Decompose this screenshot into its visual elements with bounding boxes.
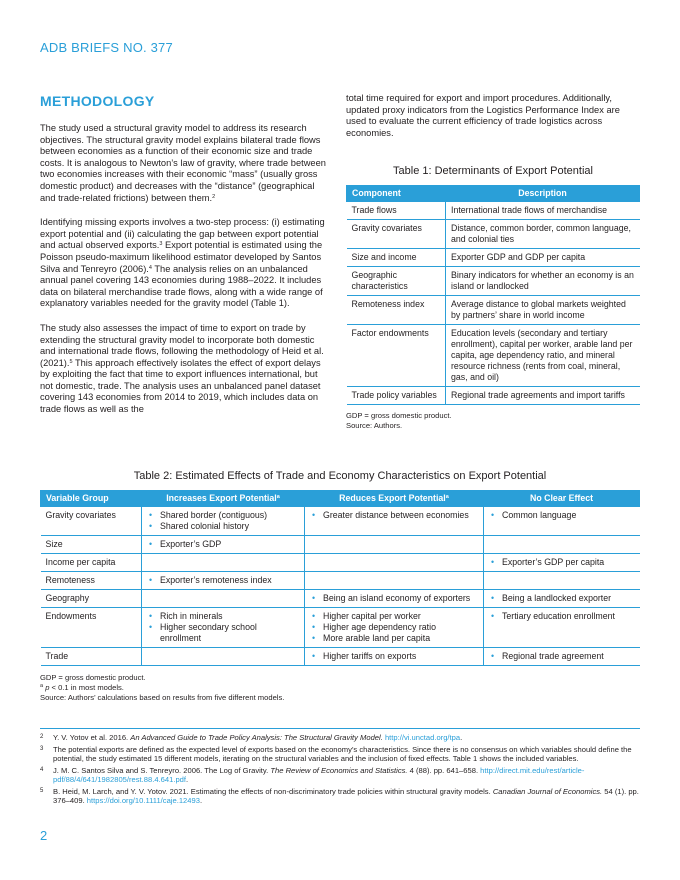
list-item: • Higher age dependency ratio (323, 622, 478, 633)
table2-cell-group: Geography (41, 590, 142, 608)
table2-col-noeffect: No Clear Effect (484, 491, 640, 507)
table2-cell-group: Trade (41, 648, 142, 666)
footnote-text: . (460, 733, 463, 742)
footnote (40, 745, 640, 764)
footnote-divider (40, 728, 640, 729)
table1-cell-description: Exporter GDP and GDP per capita (446, 249, 640, 267)
paragraph-2 (40, 217, 332, 310)
p2-text-c: The analysis relies on an unbalanced annual panel covering 143 economies during 1988–2022. It includes data on bilateral merchandise trade flows, along with a wide range of explanatory variables needed for the gravity model (Table 1). (40, 263, 323, 309)
table2-body (41, 507, 640, 666)
table2-col-reduces (305, 491, 484, 507)
p1-text: The study used a structural gravity model to address its research objectives. The structural gravity model explains bilateral trade flows between economies as a function of their economic size and trade costs. It is analogous to Newton’s law of gravity, where trade between two economies increases with their economic “mass” (usually gross domestic product) and decreases with the “distance” (geographical and trade-related frictions) between them. (40, 123, 326, 203)
list-item: • Higher secondary school enrollment (160, 622, 299, 644)
footnote-text: The potential exports are defined as the expected level of exports based on the economy’s characteristics. Since there is no consensus on which variables should define the potential, the study estimated 15 different models, iterating on the structural variables and the inclusion of fixed effects. Table 1 shows the included variables. (53, 744, 632, 763)
list-item: • Regional trade agreement (502, 651, 635, 662)
table1-cell-description: Regional trade agreements and import tariffs (446, 387, 640, 405)
footnote-ref[interactable]: 5 (69, 358, 73, 365)
table2-row (41, 572, 640, 590)
footnote-link[interactable]: http://direct.mit.edu/rest/article-pdf/88/4/641/1982805/rest.88.4.641.pdf (53, 765, 585, 784)
footnote-number: 2 (40, 734, 44, 740)
list-item: • Being an island economy of exporters (323, 593, 478, 604)
table2 (40, 490, 640, 666)
table2-row (41, 554, 640, 572)
footnote-text: Y. V. Yotov et al. 2016. (53, 733, 131, 742)
bullet-list (489, 557, 635, 568)
footnote (40, 787, 640, 806)
list-item: • More arable land per capita (323, 633, 478, 644)
table1-row (347, 249, 640, 267)
table2-col-increases-label: Increases Export Potential (166, 493, 277, 503)
table1-row (347, 296, 640, 325)
list-item: • Rich in minerals (160, 611, 299, 622)
table2-row (41, 590, 640, 608)
table2-cell-inc (142, 536, 305, 554)
table1-cell-description: Average distance to global markets weighted by partners’ share in world income (446, 296, 640, 325)
table2-cell-red (305, 590, 484, 608)
list-item: • Greater distance between economies (323, 510, 478, 521)
page-number: 2 (40, 828, 48, 843)
table1-cell-description: Education levels (secondary and tertiary enrollment), capital per worker, arable land per capita, age dependency ratio, and mineral resource richness (rents from coal, mineral, gas, and oil) (446, 325, 640, 387)
paragraph-1 (40, 123, 332, 204)
footnote-text: J. M. C. Santos Silva and S. Tenreyro. 2006. The Log of Gravity. (53, 765, 271, 775)
footnote-link[interactable]: http://vi.unctad.org/tpa (384, 733, 461, 742)
table2-cell-group: Gravity covariates (41, 507, 142, 536)
table1-cell-component: Remoteness index (347, 296, 446, 325)
table2-cell-none (484, 554, 640, 572)
p2-text-a: Identifying missing exports involves a two-step process: (i) estimating export potential and (ii) calculating the gap between export potential and actual observed exports. (40, 217, 325, 251)
footnote-number: 3 (40, 745, 44, 752)
table1-row (347, 325, 640, 387)
table2-cell-red (305, 608, 484, 648)
footnote (40, 766, 640, 785)
p3-text-b: This approach effectively isolates the effect of export delays by exploiting the fact that time to export influences international, but not domestic, trade. The analysis uses an unbalanced panel dataset covering 143 economies from 2014 to 2019, which includes data on trade flows as well as the (40, 357, 321, 415)
section-title: METHODOLOGY (40, 93, 155, 109)
table2-cell-inc (142, 554, 305, 572)
table2-block (40, 470, 640, 703)
table2-cell-inc (142, 507, 305, 536)
table2-cell-red (305, 536, 484, 554)
table-note-mark: a (445, 494, 449, 500)
table1-cell-component: Gravity covariates (347, 220, 446, 249)
table1-cell-component: Size and income (347, 249, 446, 267)
footnotes (40, 733, 640, 808)
bullet-list (489, 611, 635, 622)
table2-cell-inc (142, 648, 305, 666)
list-item: • Higher capital per worker (323, 611, 478, 622)
table2-caption: Table 2: Estimated Effects of Trade and Economy Characteristics on Export Potential (133, 470, 547, 482)
paragraph-3 (40, 323, 332, 416)
footnote-ref[interactable]: 3 (159, 241, 163, 248)
table2-cell-group: Income per capita (41, 554, 142, 572)
list-item: • Exporter’s remoteness index (160, 575, 299, 586)
table2-cell-inc (142, 572, 305, 590)
table2-cell-inc (142, 608, 305, 648)
series-header: ADB BRIEFS NO. 377 (40, 40, 173, 55)
table2-cell-none (484, 590, 640, 608)
table2-cell-inc (142, 590, 305, 608)
bullet-list (310, 593, 478, 604)
table2-cell-none (484, 572, 640, 590)
p2-text-b: Export potential is estimated using the Poisson pseudo-maximum likelihood estimator developed by Santos Silva and Tenreyro (2006). (40, 240, 323, 274)
footnote-italic: An Advanced Guide to Trade Policy Analysis: The Structural Gravity Model. (130, 733, 383, 742)
table1-notes (346, 411, 640, 431)
table1-col-description: Description (446, 186, 640, 202)
left-column (40, 93, 332, 429)
table2-cell-red (305, 572, 484, 590)
table2-note-source: Source: Authors’ calculations based on results from five different models. (40, 693, 285, 702)
table2-cell-red (305, 554, 484, 572)
table2-col-increases (142, 491, 305, 507)
footnote-link[interactable]: https://doi.org/10.1111/caje.12493 (86, 796, 200, 805)
footnote-italic: The Review of Economics and Statistics. (270, 765, 408, 775)
table2-note-significance-text: < 0.1 in most models. (49, 683, 124, 692)
table2-note-significance (40, 683, 640, 693)
table1-header-row (347, 186, 640, 202)
table1 (346, 185, 640, 405)
table1-cell-description: Binary indicators for whether an economy is an island or landlocked (446, 267, 640, 296)
table1-cell-component: Geographic characteristics (347, 267, 446, 296)
table1-cell-description: Distance, common border, common language, and colonial ties (446, 220, 640, 249)
list-item: • Shared border (contiguous) (160, 510, 299, 521)
bullet-list (489, 510, 635, 521)
table2-col-group: Variable Group (41, 491, 142, 507)
table1-cell-component: Trade policy variables (347, 387, 446, 405)
list-item: • Exporter’s GDP (160, 539, 299, 550)
bullet-list (310, 510, 478, 521)
table1-note-gdp: GDP = gross domestic product. (346, 411, 452, 421)
bullet-list (489, 593, 635, 604)
table1-body (347, 202, 640, 405)
footnote-text: . (199, 796, 203, 805)
p3-text-a: The study also assesses the impact of time to export on trade by extending the structural gravity model to incorporate both domestic and international trade flows, following the methodology of Heid et al. (2021). (40, 322, 324, 368)
table1-row (347, 220, 640, 249)
footnote (40, 733, 640, 743)
table2-header-row (41, 491, 640, 507)
table-note-mark: a (40, 683, 44, 689)
table-note-mark: a (276, 494, 280, 500)
table2-cell-red (305, 507, 484, 536)
bullet-list (147, 539, 299, 550)
table2-cell-red (305, 648, 484, 666)
table1-cell-component: Trade flows (347, 202, 446, 220)
table1-col-component: Component (347, 186, 446, 202)
table2-note-gdp: GDP = gross domestic product. (40, 673, 146, 682)
table2-row (41, 648, 640, 666)
footnote-ref[interactable]: 2 (212, 193, 216, 200)
footnote-number: 4 (40, 766, 44, 773)
p-value-symbol: p (45, 683, 50, 692)
table1-row (347, 202, 640, 220)
footnote-text: 4 (88). pp. 641–658. (407, 765, 481, 775)
list-item: • Common language (502, 510, 635, 521)
table2-cell-none (484, 608, 640, 648)
footnote-text: 54 (1). pp. 376–409. (53, 786, 639, 805)
table1-cell-component: Factor endowments (347, 325, 446, 387)
bullet-list (310, 611, 478, 644)
table2-notes (40, 673, 640, 703)
list-item: • Tertiary education enrollment (502, 611, 635, 622)
table1-note-source: Source: Authors. (346, 421, 403, 431)
bullet-list (147, 611, 299, 644)
list-item: • Shared colonial history (160, 521, 299, 532)
bullet-list (147, 575, 299, 586)
table2-cell-group: Size (41, 536, 142, 554)
table2-col-reduces-label: Reduces Export Potential (339, 493, 446, 503)
footnote-text: B. Heid, M. Larch, and Y. V. Yotov. 2021. Estimating the effects of non-discriminatory trade policies within structural gravity models. (53, 786, 493, 796)
footnote-italic: Canadian Journal of Economics. (492, 786, 603, 796)
table1-cell-description: International trade flows of merchandise (446, 202, 640, 220)
list-item: • Being a landlocked exporter (502, 593, 635, 604)
table1-row (347, 387, 640, 405)
list-item: • Exporter’s GDP per capita (502, 557, 635, 568)
bullet-list (489, 651, 635, 662)
table2-cell-group: Remoteness (41, 572, 142, 590)
table1-caption: Table 1: Determinants of Export Potential (393, 165, 593, 178)
footnote-number: 5 (40, 787, 44, 794)
paragraph-4: total time required for export and import procedures. Additionally, updated proxy indicators from the Logistics Performance Index are used to evaluate the current efficiency of trade logistics across economies. (346, 93, 620, 138)
table2-cell-group: Endowments (41, 608, 142, 648)
table2-cell-none (484, 507, 640, 536)
table2-row (41, 608, 640, 648)
table2-cell-none (484, 648, 640, 666)
footnote-text: . (186, 775, 189, 784)
list-item: • Higher tariffs on exports (323, 651, 478, 662)
right-column (346, 93, 640, 431)
footnote-ref[interactable]: 4 (148, 264, 152, 271)
table1-row (347, 267, 640, 296)
table2-row (41, 507, 640, 536)
table2-row (41, 536, 640, 554)
table2-cell-none (484, 536, 640, 554)
bullet-list (310, 651, 478, 662)
bullet-list (147, 510, 299, 532)
